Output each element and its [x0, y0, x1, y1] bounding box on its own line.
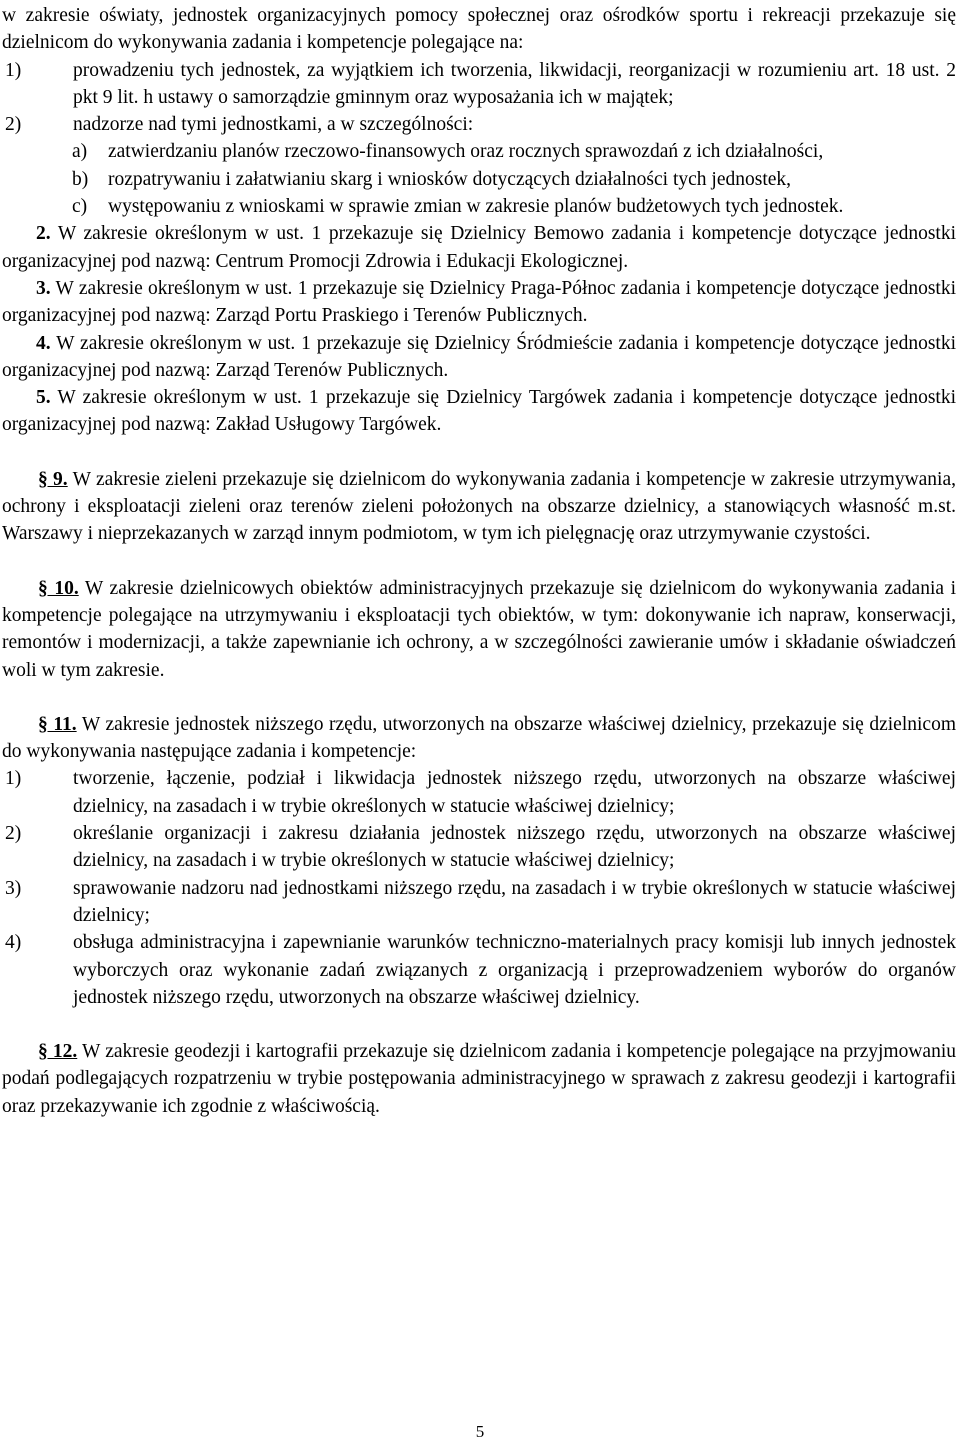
- paragraph-number: 5.: [36, 387, 51, 409]
- numbered-paragraph: [2, 275, 956, 330]
- list-item: [2, 820, 956, 875]
- item-text: nadzorze nad tymi jednostkami, a w szczególności:: [73, 114, 474, 136]
- paragraph-text: W zakresie określonym w ust. 1 przekazuje się Dzielnicy Praga-Północ zadania i kompetencje dotyczące jednostki organizacyjnej pod nazwą: Zarząd Portu Praskiego i Terenów Publicznych.: [2, 277, 956, 327]
- sub-list-item: [2, 193, 956, 220]
- section-text: W zakresie geodezji i kartografii przekazuje się dzielnicom zadania i kompetencje polegające na przyjmowaniu podań podlegających rozpatrzeniu w trybie postępowania administracyjnego w sprawach z zakresu geodezji i kartografii oraz przekazywanie ich zgodnie z właściwością.: [2, 1041, 956, 1117]
- sub-item-letter: b): [72, 168, 89, 190]
- item-number: 1): [5, 768, 22, 790]
- list-item: [2, 111, 956, 138]
- numbered-paragraph: [2, 330, 956, 385]
- list-item: [2, 57, 956, 112]
- sub-list-item: [2, 166, 956, 193]
- sub-item-letter: c): [72, 196, 88, 218]
- section-text: W zakresie zieleni przekazuje się dzielnicom do wykonywania zadania i kompetencje w zakresie utrzymywania, ochrony i eksploatacji zieleni oraz terenów zieleni położonych na obszarze dzielnicy, a stanowiących własność m.st. Warszawy i nieprzekazanych w zarząd innym podmiotom, w tym ich pielęgnację oraz utrzymywanie czystości.: [2, 468, 957, 545]
- paragraph-number: 3.: [36, 277, 51, 299]
- paragraph-text: W zakresie określonym w ust. 1 przekazuje się Dzielnicy Śródmieście zadania i kompetencje dotyczące jednostki organizacyjnej pod nazwą: Zarząd Terenów Publicznych.: [2, 332, 956, 381]
- item-number: 1): [5, 59, 22, 81]
- section-mark: § 12.: [38, 1041, 78, 1063]
- item-text: tworzenie, łączenie, podział i likwidacja jednostek niższego rzędu, utworzonych na obszarze właściwej dzielnicy, na zasadach i w trybie określonych w statucie właściwej dzielnicy;: [73, 768, 956, 817]
- section-11: [2, 711, 956, 766]
- section-12: [2, 1038, 956, 1120]
- paragraph-text: W zakresie określonym w ust. 1 przekazuje się Dzielnicy Targówek zadania i kompetencje dotyczące jednostki organizacyjnej pod nazwą: Zakład Usługowy Targówek.: [2, 387, 956, 436]
- sub-item-text: zatwierdzaniu planów rzeczowo-finansowych oraz rocznych sprawozdań z ich działalności,: [108, 141, 824, 163]
- sub-list-item: [2, 138, 956, 165]
- section-10: [2, 575, 956, 684]
- section-text: W zakresie jednostek niższego rzędu, utworzonych na obszarze właściwej dzielnicy, przekazuje się dzielnicom do wykonywania następujące zadania i kompetencje:: [2, 713, 956, 763]
- sub-item-text: występowaniu z wnioskami w sprawie zmian w zakresie planów budżetowych tych jednostek.: [108, 196, 844, 218]
- item-text: prowadzeniu tych jednostek, za wyjątkiem ich tworzenia, likwidacji, reorganizacji w rozumieniu art. 18 ust. 2 pkt 9 lit. h ustawy o samorządzie gminnym oraz wyposażania ich w majątek;: [73, 59, 956, 108]
- numbered-paragraph: [2, 384, 956, 439]
- list-item: [2, 875, 956, 930]
- numbered-paragraph: [2, 220, 956, 275]
- item-text: sprawowanie nadzoru nad jednostkami niższego rzędu, na zasadach i w trybie określonych w statucie właściwej dzielnicy;: [73, 877, 956, 926]
- intro-paragraph: w zakresie oświaty, jednostek organizacyjnych pomocy społecznej oraz ośrodków sportu i rekreacji przekazuje się dzielnicom do wykonywania zadania i kompetencje polegające na:: [2, 5, 956, 54]
- item-number: 2): [5, 823, 22, 845]
- item-text: obsługa administracyjna i zapewnianie warunków techniczno-materialnych pracy komisji lub innych jednostek wyborczych oraz wykonanie zadań związanych z organizacją i przeprowadzeniem wyborów do organów jednostek niższego rzędu, utworzonych na obszarze właściwej dzielnicy.: [73, 932, 956, 1008]
- list-item: [2, 765, 956, 820]
- item-number: 4): [5, 932, 22, 954]
- item-number: 3): [5, 877, 22, 899]
- list-item: [2, 929, 956, 1011]
- page-number: 5: [475, 1422, 485, 1441]
- sub-item-letter: a): [72, 141, 88, 163]
- paragraph-number: 2.: [36, 223, 51, 245]
- paragraph-number: 4.: [36, 332, 51, 354]
- section-mark: § 10.: [38, 577, 79, 599]
- item-number: 2): [5, 114, 22, 136]
- section-mark: § 11.: [38, 713, 77, 735]
- section-9: [2, 466, 956, 548]
- sub-item-text: rozpatrywaniu i załatwianiu skarg i wniosków dotyczących działalności tych jednostek,: [108, 168, 792, 190]
- item-text: określanie organizacji i zakresu działania jednostek niższego rzędu, utworzonych na obszarze właściwej dzielnicy, na zasadach i w trybie określonych w statucie właściwej dzielnicy;: [73, 823, 956, 872]
- paragraph-text: W zakresie określonym w ust. 1 przekazuje się Dzielnicy Bemowo zadania i kompetencje dotyczące jednostki organizacyjnej pod nazwą: Centrum Promocji Zdrowia i Edukacji Ekologicznej.: [2, 223, 956, 272]
- section-mark: § 9.: [38, 468, 68, 490]
- section-text: W zakresie dzielnicowych obiektów administracyjnych przekazuje się dzielnicom do wykonywania zadania i kompetencje polegające na utrzymywaniu i eksploatacji tych obiektów, w tym: dokonywanie ich napraw, konserwacji, remontów i modernizacji, a także zapewnianie ich ochrony, a w szczególności zawieranie umów i składanie oświadczeń woli w tym zakresie.: [2, 577, 956, 681]
